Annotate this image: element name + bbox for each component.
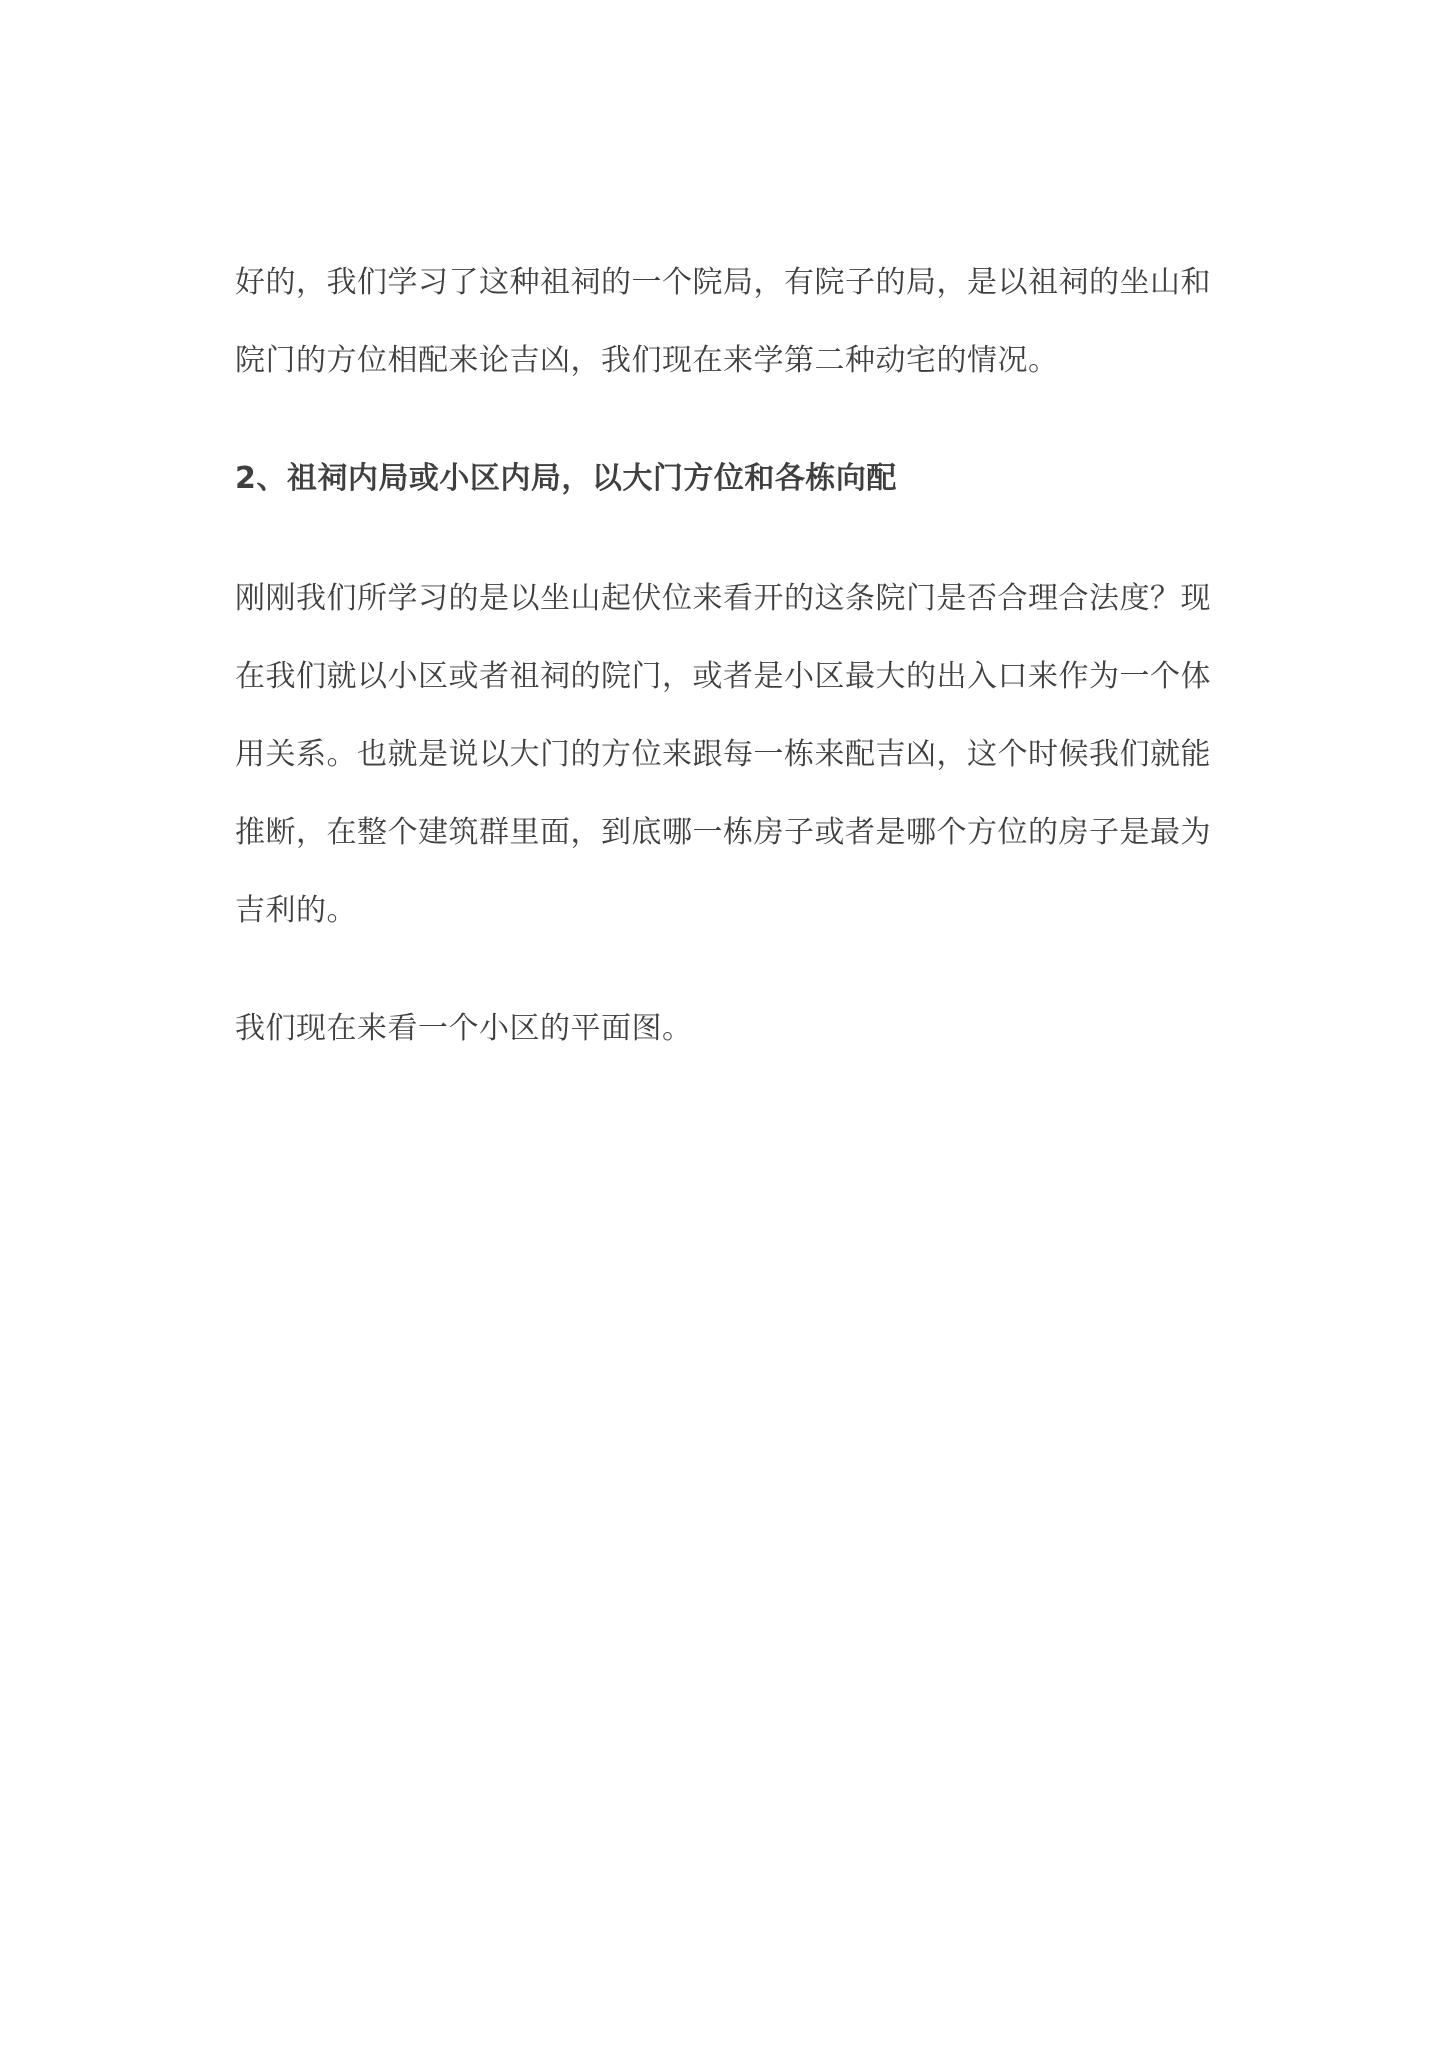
closing-paragraph: 我们现在来看一个小区的平面图。 [235,1011,693,1046]
body-paragraph: 刚刚我们所学习的是以坐山起伏位来看开的这条院门是否合理合法度？现在我们就以小区或者祖祠的院门，或者是小区最大的出入口来作为一个体用关系。也就是说以大门的方位来跟每一栋来配吉凶，这个时候我们就能推断，在整个建筑群里面，到底哪一栋房子或者是哪个方位的房子是最为吉利的。 [235,581,1211,928]
section-heading: 2、祖祠内局或小区内局，以大门方位和各栋向配 [235,461,897,496]
document-page [235,244,1225,1068]
intro-paragraph: 好的，我们学习了这种祖祠的一个院局，有院子的局，是以祖祠的坐山和院门的方位相配来论吉凶，我们现在来学第二种动宅的情况。 [235,265,1211,378]
